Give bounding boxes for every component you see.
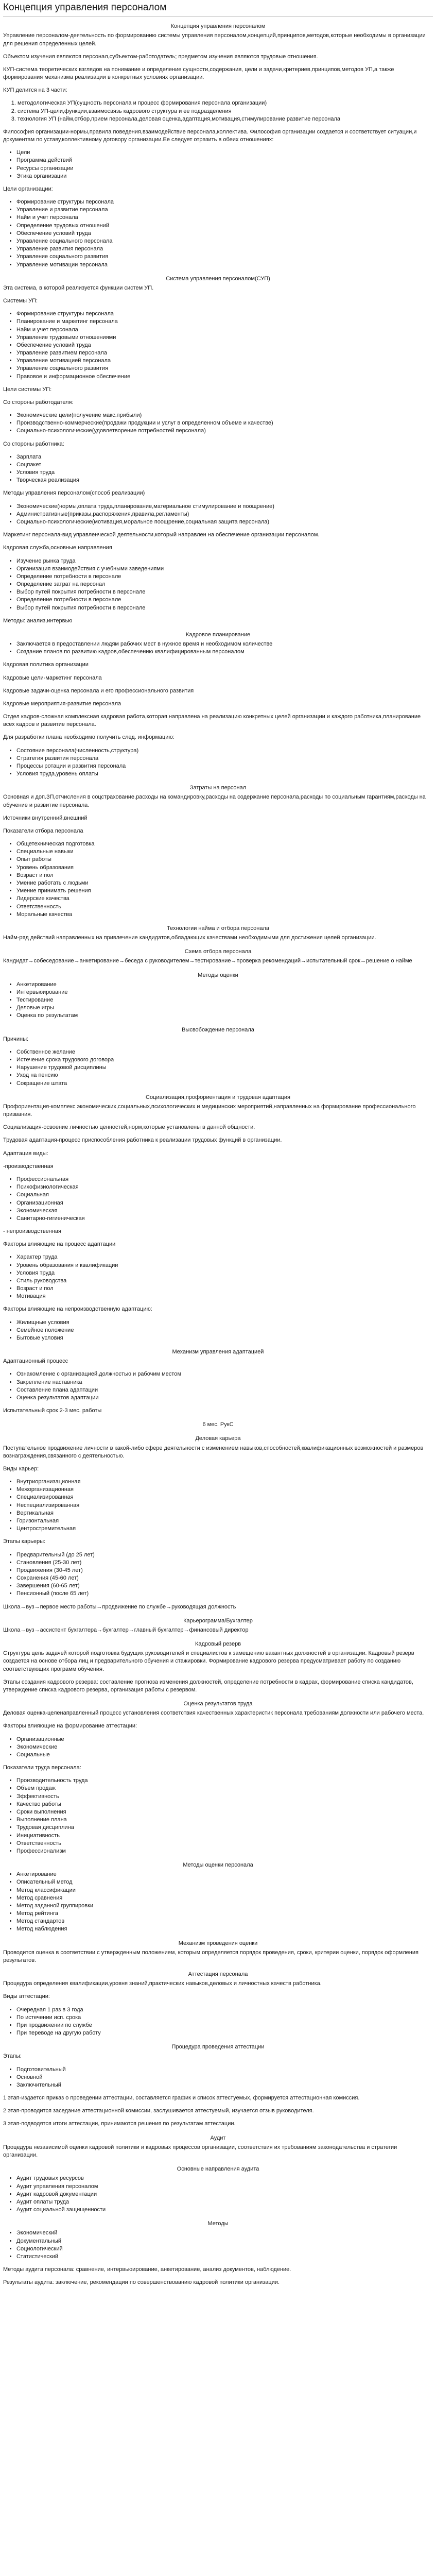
- paragraph: Виды аттестации:: [3, 1993, 50, 2000]
- paragraph: Испытательный срок 2-3 мес. работы: [3, 1408, 102, 1414]
- paragraph: 2 этап-проводится заседание аттестационной комиссии, заслушивается аттестуемый, изучается отзыв руководителя.: [3, 2108, 314, 2114]
- paragraph: Школа→вуз→первое место работы→продвижение по службе→руководящая должность: [3, 1603, 236, 1610]
- list-item: • Формирование структуры персонала: [16, 310, 433, 318]
- list-item: • Программа действий: [16, 157, 433, 164]
- list-item: • Стратегия развития персонала: [16, 755, 433, 762]
- list-item: • Психофизиологическая: [16, 1183, 433, 1191]
- section-heading: Основные направления аудита: [177, 2166, 259, 2173]
- list-item: • Инициативность: [16, 1832, 433, 1840]
- list-item: • Ознакомление с организацией,должностью и рабочим местом: [16, 1370, 433, 1378]
- list-item: • Лидерские качества: [16, 895, 433, 903]
- bullet-list: [3, 1319, 433, 1343]
- list-item: • Выбор путей покрытия потребности в персонале: [16, 588, 433, 596]
- paragraph: Проводится оценка в соответствии с утвержденным положением, которым определяется порядок проведения, сроки, критерии оценки, порядок оформления результатов.: [3, 1949, 418, 1963]
- paragraph: КУП-система теоретических взглядов на понимание и определение сущности,содержания, цели и задачи,критериев,принципов,методов УП,а также формирования механизма реализации в конкретных условиях организации.: [3, 66, 394, 81]
- list-item: • Управление мотивации персонала: [16, 261, 433, 269]
- bullet-list: [3, 1370, 433, 1402]
- section-heading: 6 мес. РукС: [202, 1421, 234, 1428]
- paragraph: Эта система, в которой реализуется функции систем УП.: [3, 284, 154, 291]
- paragraph: Адаптационный процесс: [3, 1358, 68, 1365]
- list-item: • Административные(приказы,распоряжения,правила,регламенты): [16, 511, 433, 518]
- list-item: • Стиль руководства: [16, 1277, 433, 1285]
- paragraph: Управление персоналом-деятельность по формированию системы управления персоналом,концепций,принципов,методов,которые необходимы в организации для решения определенных целей.: [3, 32, 426, 47]
- list-item: • Аудит трудовых ресурсов: [16, 2175, 433, 2182]
- paragraph: Этапы карьеры:: [3, 1538, 46, 1545]
- paragraph: Со стороны работодателя:: [3, 399, 74, 405]
- list-item: • Метод наблюдения: [16, 1925, 433, 1933]
- paragraph: Кандидат→собеседование→анкетирование→беседа с руководителем→тестирование→проверка рекомендаций→испытательный срок→решение о найме: [3, 958, 412, 964]
- list-item: • Интервьюирование: [16, 989, 433, 996]
- bullet-list: [3, 149, 433, 180]
- list-item: • Метод классификации: [16, 1887, 433, 1894]
- list-item: • Нарушение трудовой дисциплины: [16, 1064, 433, 1072]
- section-heading: Концепция управления персоналом: [170, 23, 266, 30]
- section-heading: Механизм проведения оценки: [178, 1940, 258, 1946]
- list-item: • Санитарно-гигиеническая: [16, 1215, 433, 1223]
- list-item: • Уровень образования: [16, 864, 433, 872]
- list-item: • Моральные качества: [16, 911, 433, 919]
- document-body: [3, 23, 433, 2286]
- paragraph: Цели системы УП:: [3, 386, 52, 393]
- list-item: • Метод сравнения: [16, 1894, 433, 1902]
- paragraph: Цели организации:: [3, 185, 53, 192]
- list-item: • Аудит социальной защищенности: [16, 2206, 433, 2214]
- bullet-list: [3, 310, 433, 381]
- paragraph: Социализация-освоение личностью ценностей,норм,которые установлены в данной общности.: [3, 1124, 255, 1131]
- paragraph: Философия организации-нормы,правила поведения,взаимодействие персонала,коллектива. Философия организации создается и соответствует ситуации,и документам по уставу,коллективному договору организации.Ее следует отразить в обеих отношениях:: [3, 128, 417, 143]
- list-item: • Экономическая: [16, 1207, 433, 1215]
- list-item: • Социально-психологические(удовлетворение потребностей персонала): [16, 427, 433, 435]
- list-item: • Обеспечение условий труда: [16, 342, 433, 349]
- bullet-list: [3, 2175, 433, 2214]
- list-item: • Аудит управления персоналом: [16, 2183, 433, 2191]
- list-item: • Закрепление наставника: [16, 1379, 433, 1386]
- list-item: • Соцпакет: [16, 461, 433, 469]
- paragraph: Поступательное продвижение личности в какой-либо сфере деятельности с изменением навыков,способностей,квалификационных возможностей и размеров вознаграждения,связанного с деятельностью.: [3, 1445, 424, 1459]
- list-item: • Состояние персонала(численность,структура): [16, 747, 433, 755]
- section-heading: Методы оценки: [198, 972, 238, 978]
- list-item: • Оценка результатов адаптации: [16, 1394, 433, 1402]
- section-heading: Методы: [207, 2221, 229, 2227]
- paragraph: Кадровые задачи-оценка персонала и его профессионального развития: [3, 687, 194, 694]
- list-item: • Управление развитием персонала: [16, 349, 433, 357]
- list-item: • Специализированная: [16, 1494, 433, 1501]
- list-item: • Обеспечение условий труда: [16, 230, 433, 238]
- page-title: Концепция управления персоналом: [3, 1, 433, 16]
- list-item: • Межорганизационная: [16, 1486, 433, 1494]
- list-item: • Сохранения (45-60 лет): [16, 1574, 433, 1582]
- list-item: • При переводе на другую работу: [16, 2029, 433, 2037]
- list-item: • Процессы ротации и развития персонала: [16, 762, 433, 770]
- bullet-list: [3, 2006, 433, 2038]
- list-item: • Экономический: [16, 2229, 433, 2237]
- paragraph: Профориентация-комплекс экономических,социальных,психологических и медицинских мероприятий,направленных на формирование профессионального призвания.: [3, 1103, 416, 1118]
- list-item: • Определение затрат на персонал: [16, 581, 433, 588]
- numbered-list: [3, 99, 433, 123]
- list-item: 3. технология УП (найм,отбор,прием персонала,деловая оценка,адаптация,мотивация,стимулирование развитие персонала: [18, 115, 433, 123]
- section-heading: Аттестация персонала: [188, 1971, 248, 1978]
- list-item: • Зарплата: [16, 453, 433, 461]
- paragraph: 1 этап-издается приказ о проведении аттестации, составляется график и список аттестуемых, формируется аттестационная комиссия.: [3, 2095, 360, 2102]
- paragraph: Кадровая политика организации: [3, 662, 89, 668]
- list-item: • Документальный: [16, 2238, 433, 2245]
- paragraph: Отдел кадров-сложная комплексная кадровая работа,которая направлена на реализацию конкретных целей организации и каждого работника,планирование всех кадров и развитие персонала.: [3, 714, 421, 728]
- list-item: • Описательный метод: [16, 1878, 433, 1886]
- list-item: • Ресурсы организации: [16, 165, 433, 173]
- list-item: • Определение потребности в персонале: [16, 573, 433, 581]
- paragraph: - непроизводственная: [3, 1228, 61, 1235]
- list-item: • Специальные навыки: [16, 848, 433, 856]
- list-item: • Анкетирование: [16, 1871, 433, 1878]
- paragraph: Со стороны работника:: [3, 440, 64, 447]
- section-heading: Технологии найма и отбора персонала: [166, 925, 269, 931]
- bullet-list: [3, 1478, 433, 1533]
- list-item: • Профессионализм: [16, 1848, 433, 1855]
- list-item: • Планирование и маркетинг персонала: [16, 318, 433, 326]
- list-item: • Основной: [16, 2074, 433, 2081]
- list-item: • Предварительный (до 25 лет): [16, 1551, 433, 1559]
- list-item: • Управление развития персонала: [16, 245, 433, 253]
- bullet-list: [3, 1176, 433, 1223]
- paragraph: -производственная: [3, 1163, 54, 1170]
- bullet-list: [3, 1551, 433, 1598]
- list-item: • Опыт работы: [16, 856, 433, 863]
- list-item: • Творческая реализация: [16, 477, 433, 484]
- list-item: • Изучение рынка труда: [16, 557, 433, 565]
- list-item: • Семейное положение: [16, 1327, 433, 1334]
- bullet-list: [3, 1736, 433, 1759]
- list-item: • Экономические: [16, 1743, 433, 1751]
- list-item: • Метод заданной группировки: [16, 1902, 433, 1910]
- section-heading: Процедура проведения аттестации: [171, 2044, 265, 2050]
- list-item: • Оценка по результатам: [16, 1012, 433, 1020]
- list-item: 1. методологическая УП(сущность персонала и процесс формирования персонала организации): [18, 99, 433, 107]
- paragraph: Методы управления персоналом(способ реализации): [3, 490, 145, 497]
- list-item: • Найм и учет персонала: [16, 326, 433, 334]
- list-item: • Ответственность: [16, 1840, 433, 1848]
- list-item: • Объем продаж: [16, 1785, 433, 1792]
- list-item: • Организационные: [16, 1736, 433, 1743]
- list-item: • Сроки выполнения: [16, 1808, 433, 1816]
- list-item: • Управление мотивацией персонала: [16, 357, 433, 365]
- list-item: • Условия труда: [16, 469, 433, 477]
- paragraph: Этапы создания кадрового резерва: составление прогноза изменения должностей, определение потребности в кадрах, формирование списка кандидатов, утверждение списка кадрового резерва, организация работы с резервом.: [3, 1679, 413, 1693]
- list-item: • Социально-психологические(мотивация,моральное поощрение,социальная защита персонала): [16, 518, 433, 526]
- list-item: • Определение трудовых отношений: [16, 222, 433, 230]
- list-item: • Заключается в предоставлении людям рабочих мест в нужное время и необходимом количестве: [16, 640, 433, 648]
- list-item: • Аудит оплаты труда: [16, 2198, 433, 2206]
- list-item: • Метод стандартов: [16, 1918, 433, 1925]
- list-item: • Уход на пенсию: [16, 1072, 433, 1079]
- paragraph: Этапы:: [3, 2053, 22, 2060]
- list-item: • Социологический: [16, 2245, 433, 2253]
- list-item: • Трудовая дисциплина: [16, 1824, 433, 1832]
- paragraph: Деловая оценка-целенаправленный процесс установления соответствия качественных характеристик персонала требованиям должности или рабочего места.: [3, 1710, 424, 1717]
- list-item: 2. система УП-цели,функции,взаимосвязь кадрового структура и ее подразделения: [18, 108, 433, 115]
- bullet-list: [3, 840, 433, 919]
- section-heading: Оценка результатов труда: [183, 1701, 253, 1707]
- list-item: • Экономические цели(получение макс.прибыли): [16, 412, 433, 419]
- bullet-list: [3, 2066, 433, 2090]
- bullet-list: [3, 981, 433, 1020]
- section-heading: Методы оценки персонала: [183, 1862, 253, 1869]
- list-item: • При продвижении по службе: [16, 2022, 433, 2029]
- paragraph: Основная и доп.ЗП,отчисления в соцстрахование,расходы на командировку,расходы на содержание персонала,расходы по социальным гарантиям,расходы на обучение и развитие персонала.: [3, 794, 426, 808]
- list-item: • Правовое и информационное обеспечение: [16, 373, 433, 381]
- list-item: • Центростремительная: [16, 1525, 433, 1533]
- section-heading: Социализация,профориентация и трудовая адаптация: [146, 1094, 290, 1100]
- list-item: • Организационная: [16, 1199, 433, 1207]
- list-item: • Социальные: [16, 1751, 433, 1759]
- section-heading: Высвобождение персонала: [182, 1026, 254, 1033]
- list-item: • Тестирование: [16, 996, 433, 1004]
- list-item: • Подготовительный: [16, 2066, 433, 2074]
- list-item: • Производительность труда: [16, 1777, 433, 1785]
- list-item: • Метод рейтинга: [16, 1910, 433, 1918]
- list-item: • Производственно-коммерческие(продажи продукции и услуг в определенном объеме и качестве): [16, 419, 433, 427]
- list-item: • Найм и учет персонала: [16, 214, 433, 222]
- list-item: • Общетехническая подготовка: [16, 840, 433, 848]
- list-item: • Этика организации: [16, 173, 433, 180]
- paragraph: Кадровые цели-маркетинг персонала: [3, 674, 102, 681]
- section-heading: Механизм управления адаптацией: [172, 1349, 264, 1355]
- bullet-list: [3, 747, 433, 778]
- list-item: • Очередная 1 раз в 3 года: [16, 2006, 433, 2014]
- list-item: • Качество работы: [16, 1801, 433, 1808]
- list-item: • Управление социального развития: [16, 365, 433, 372]
- list-item: • Умение принимать решения: [16, 887, 433, 895]
- list-item: • Возраст и пол: [16, 1285, 433, 1293]
- document: [0, 1, 436, 2286]
- list-item: • Управление социального персонала: [16, 238, 433, 245]
- list-item: • Цели: [16, 149, 433, 157]
- section-heading: Затраты на персонал: [189, 785, 247, 791]
- paragraph: Показатели отбора персонала: [3, 827, 83, 834]
- list-item: • Становления (25-30 лет): [16, 1559, 433, 1567]
- list-item: • Экономические(нормы,оплата труда,планирование,материальное стимулирование и поощрение): [16, 503, 433, 511]
- list-item: • Статистический: [16, 2253, 433, 2261]
- list-item: • Неспециализированная: [16, 1502, 433, 1510]
- list-item: • Умение работать с людьми: [16, 879, 433, 887]
- list-item: • Завершения (60-65 лет): [16, 1582, 433, 1590]
- paragraph: Факторы влияющие на процесс адаптации: [3, 1241, 116, 1248]
- list-item: • Характер труда: [16, 1253, 433, 1261]
- list-item: • Управление и развитие персонала: [16, 206, 433, 214]
- bullet-list: [3, 412, 433, 435]
- paragraph: Методы: анализ,интервью: [3, 617, 73, 624]
- list-item: • Формирование структуры персонала: [16, 198, 433, 206]
- list-item: • Уровень образования и квалификации: [16, 1262, 433, 1269]
- list-item: • Условия труда: [16, 1269, 433, 1277]
- paragraph: Источники внутренний,внешний: [3, 815, 88, 821]
- paragraph: Кадровые мероприятия-развитие персонала: [3, 700, 121, 707]
- list-item: • Сокращение штата: [16, 1080, 433, 1088]
- list-item: • По истечении исп. срока: [16, 2014, 433, 2022]
- section-heading: Аудит: [210, 2134, 226, 2141]
- list-item: • Анкетирование: [16, 981, 433, 989]
- list-item: • Мотивация: [16, 1293, 433, 1300]
- list-item: • Составление плана адаптации: [16, 1386, 433, 1394]
- bullet-list: [3, 640, 433, 656]
- paragraph: Для разработки плана необходимо получить след. информацию:: [3, 734, 175, 741]
- list-item: • Деловые игры: [16, 1004, 433, 1012]
- bullet-list: [3, 1048, 433, 1088]
- paragraph: Процедура независимой оценки кадровой политики и кадровых процессов организации, соответствия их требованиям законодательства и стратегии организации.: [3, 2144, 397, 2158]
- paragraph: Кадровая служба,основные направления: [3, 545, 112, 551]
- bullet-list: [3, 453, 433, 485]
- list-item: • Профессиональная: [16, 1176, 433, 1183]
- paragraph: Маркетинг персонала-вид управленческой деятельности,который направлен на обеспечение организации персоналом.: [3, 532, 320, 538]
- paragraph: Методы аудита персонала: сравнение, интервьюирование, анкетирование, анализ документов, наблюдение.: [3, 2266, 291, 2273]
- section-heading: Деловая карьера: [195, 1435, 241, 1442]
- list-item: • Условия труда,уровень оплаты: [16, 770, 433, 778]
- paragraph: Показатели труда персонала:: [3, 1765, 81, 1771]
- list-item: • Эффективность: [16, 1793, 433, 1801]
- list-item: • Внутриорганизационная: [16, 1478, 433, 1486]
- paragraph: Адаптация виды:: [3, 1150, 48, 1157]
- section-heading: Схема отбора персонала: [184, 948, 252, 955]
- bullet-list: [3, 1253, 433, 1300]
- paragraph: Структура цель задачей которой подготовка будущих руководителей и специалистов к замещению вакантных должностей в организации. Кадровый резерв создается на основе отбора лиц и предварительного обучения и стажировки. Формирование кадрового резерва предусматривает работу по созданию соответствующих программ обучения.: [3, 1650, 414, 1672]
- list-item: • Аудит кадровой документации: [16, 2191, 433, 2198]
- list-item: • Социальная: [16, 1191, 433, 1199]
- paragraph: 3 этап-подводятся итоги аттестации, принимаются решения по результатам аттестации.: [3, 2121, 236, 2127]
- paragraph: Виды карьер:: [3, 1465, 39, 1472]
- bullet-list: [3, 1777, 433, 1855]
- paragraph: Объектом изучения являются персонал,субъектом-работодатель; предметом изучения являются трудовые отношения.: [3, 53, 318, 60]
- list-item: • Ответственность: [16, 903, 433, 911]
- bullet-list: [3, 557, 433, 612]
- paragraph: КУП делится на 3 части:: [3, 87, 67, 94]
- list-item: • Бытовые условия: [16, 1334, 433, 1342]
- list-item: • Создание планов по развитию кадров,обеспечению квалифицированным персоналом: [16, 648, 433, 656]
- bullet-list: [3, 2229, 433, 2261]
- list-item: • Жилищные условия: [16, 1319, 433, 1327]
- paragraph: Найм-ряд действий направленных на привлечение кандидатов,обладающих качествами необходимыми для достижения целей организации.: [3, 935, 376, 941]
- list-item: • Управление социального развития: [16, 253, 433, 261]
- list-item: • Собственное желание: [16, 1048, 433, 1056]
- list-item: • Выбор путей покрытия потребности в персонале: [16, 604, 433, 612]
- paragraph: Факторы влияющие на формирование аттестации:: [3, 1723, 137, 1730]
- bullet-list: [3, 198, 433, 269]
- section-heading: Кадровое планирование: [185, 631, 251, 638]
- list-item: • Определение потребности в персонале: [16, 596, 433, 604]
- section-heading: Система управления персоналом(СУП): [166, 275, 270, 282]
- paragraph: Результаты аудита: заключение, рекомендации по совершенствованию кадровой политики организации.: [3, 2279, 280, 2286]
- paragraph: Школа→вуз→ассистент бухгалтера→бухгалтер→главный бухгалтер→финансовый директор: [3, 1626, 249, 1633]
- bullet-list: [3, 503, 433, 527]
- list-item: • Пенсионный (после 65 лет): [16, 1590, 433, 1598]
- list-item: • Горизонтальная: [16, 1517, 433, 1525]
- list-item: • Управление трудовыми отношениями: [16, 334, 433, 342]
- list-item: • Выполнение плана: [16, 1816, 433, 1824]
- paragraph: Системы УП:: [3, 298, 38, 304]
- list-item: • Возраст и пол: [16, 872, 433, 879]
- list-item: • Заключительный: [16, 2081, 433, 2089]
- section-heading: Кадровый резерв: [195, 1641, 241, 1648]
- list-item: • Организация взаимодействия с учебными заведениями: [16, 565, 433, 573]
- bullet-list: [3, 1871, 433, 1933]
- list-item: • Истечение срока трудового договора: [16, 1056, 433, 1064]
- paragraph: Причины:: [3, 1036, 29, 1042]
- paragraph: Процедура определения квалификации,уровня знаний,практических навыков,деловых и личностных качеств работника.: [3, 1980, 322, 1987]
- list-item: • Продвижения (30-45 лет): [16, 1567, 433, 1574]
- paragraph: Трудовая адаптация-процесс приспособления работника к реализации трудовых функций в организации.: [3, 1137, 282, 1144]
- paragraph: Факторы влияющие на непроизводственную адаптацию:: [3, 1306, 152, 1313]
- list-item: • Вертикальная: [16, 1510, 433, 1517]
- section-heading: Карьерограмма/Бухгалтер: [183, 1617, 253, 1624]
